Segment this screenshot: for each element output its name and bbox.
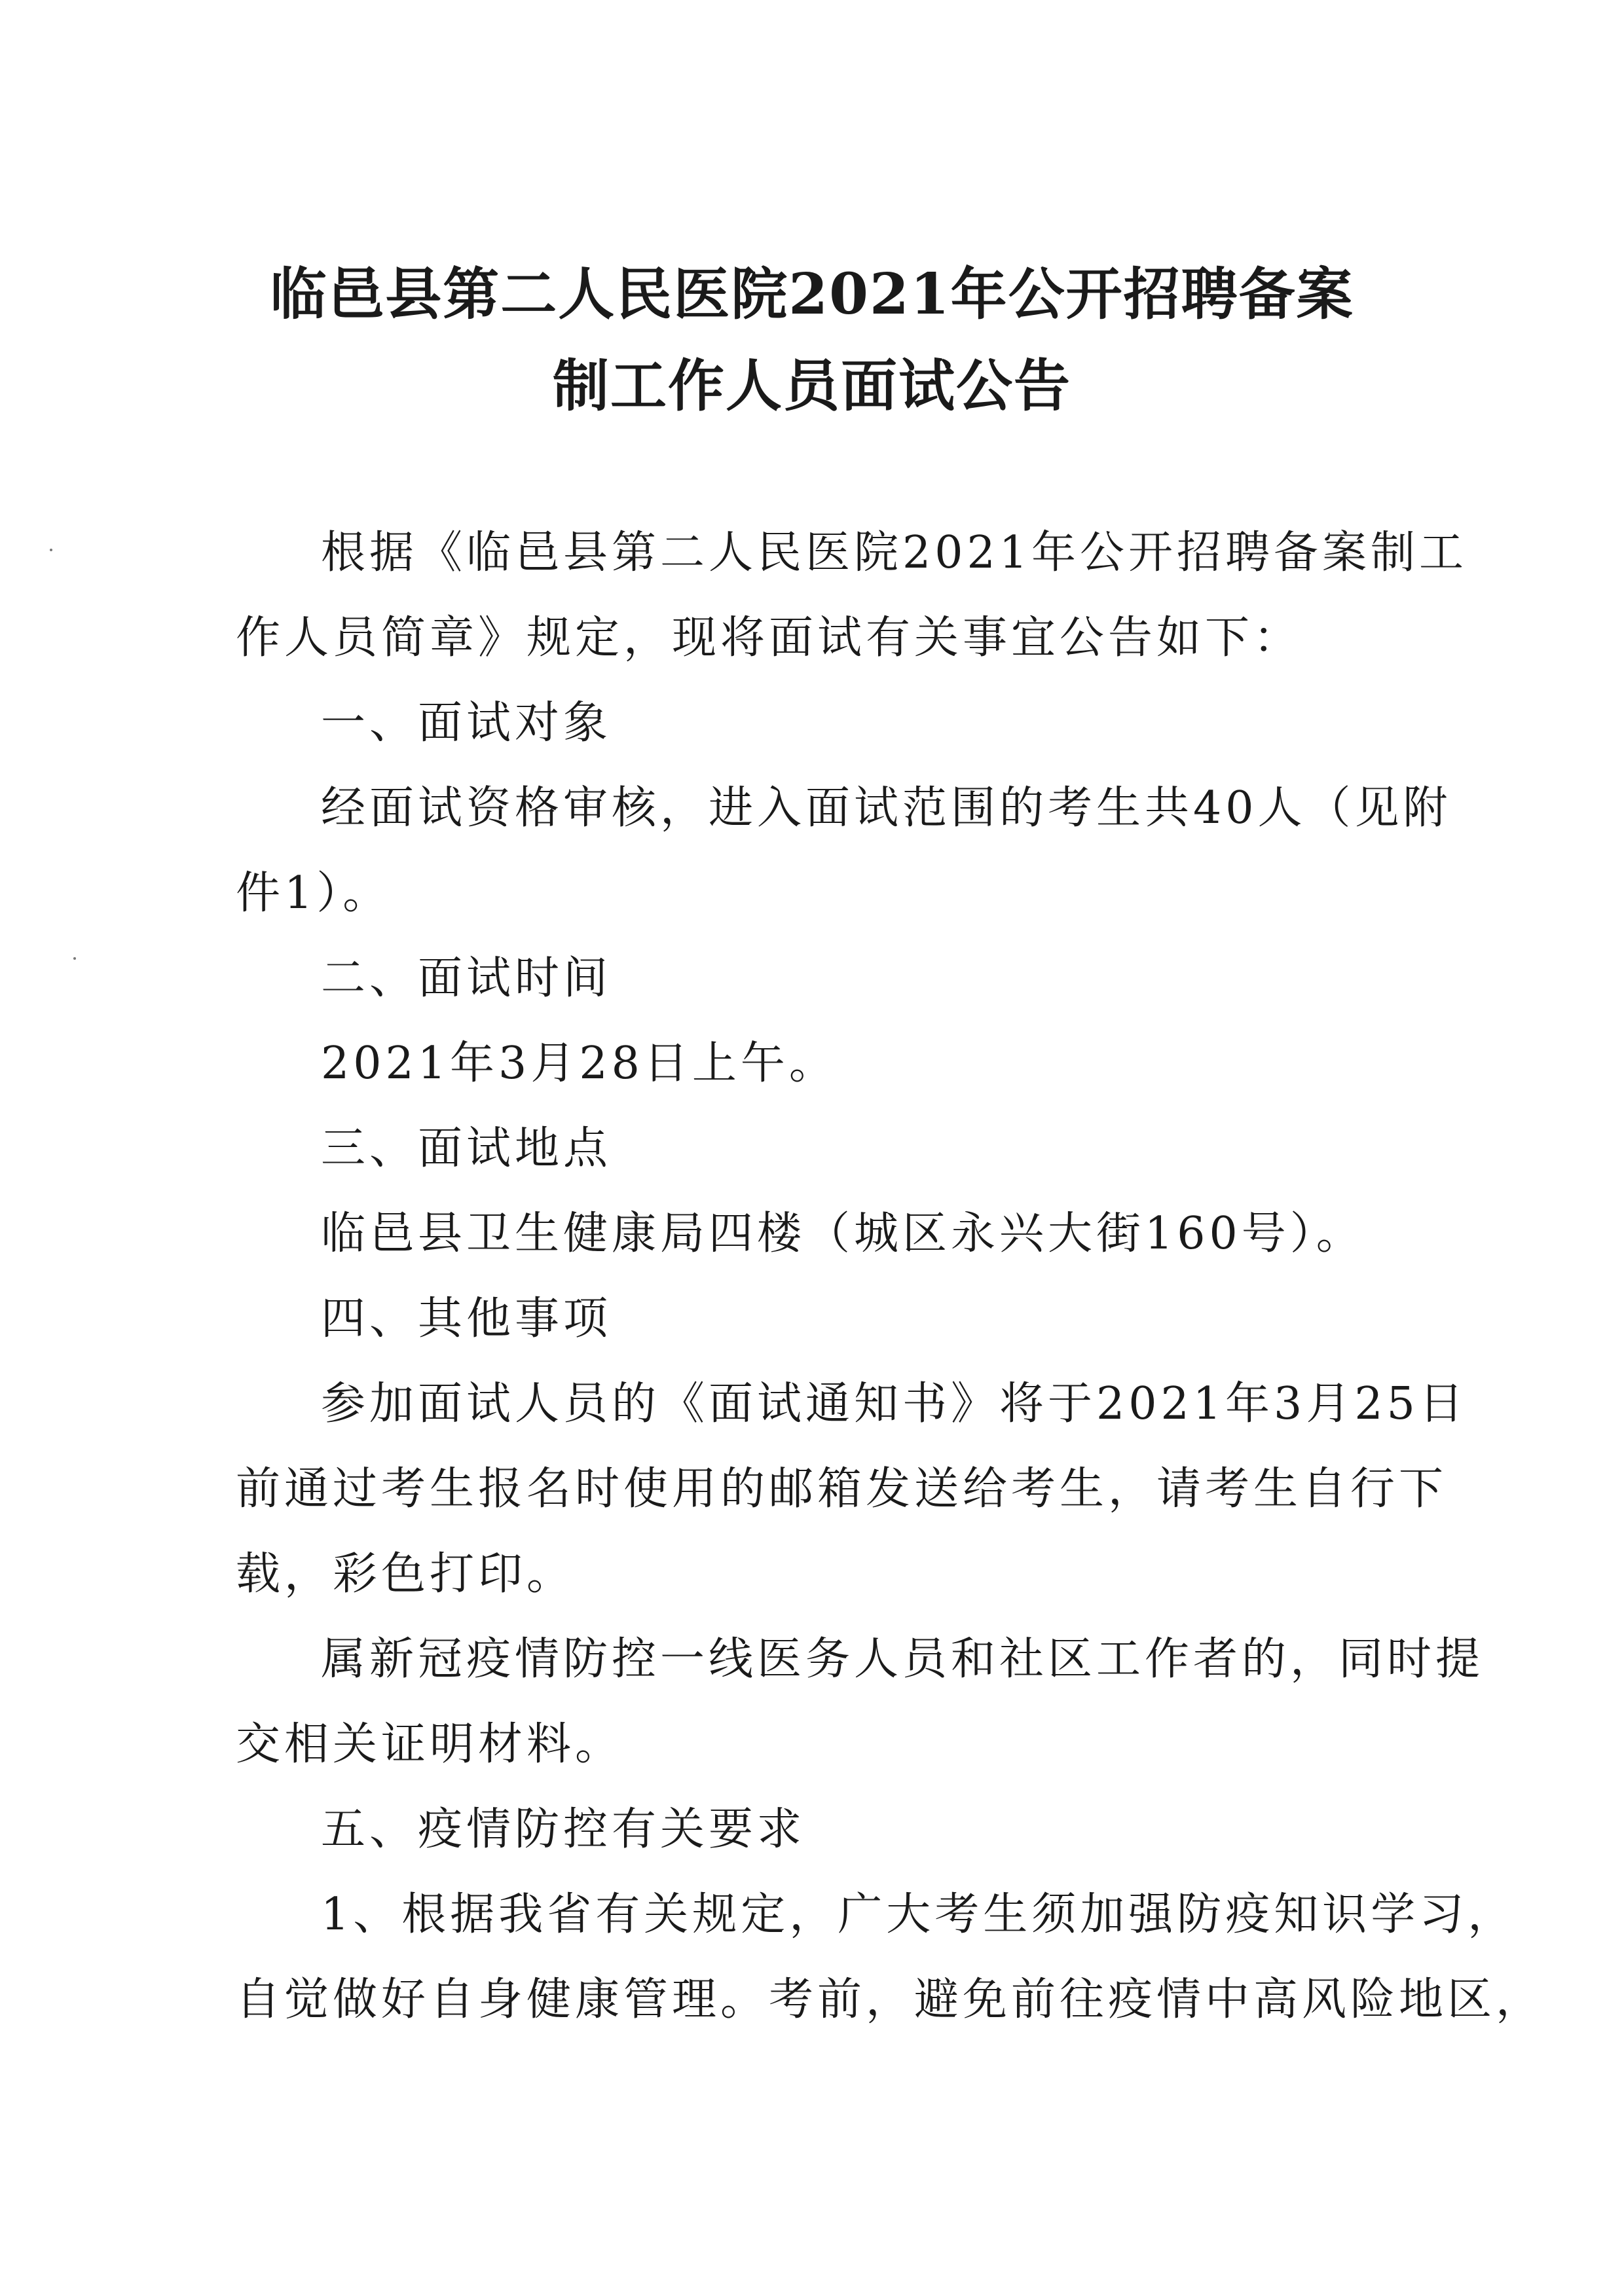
paragraph-line: 自觉做好自身健康管理。考前，避免前往疫情中高风险地区， — [236, 1974, 1545, 2026]
section-heading: 四、其他事项 — [321, 1293, 612, 1345]
paragraph-line: 2021年3月28日上午。 — [321, 1038, 838, 1089]
paragraph-line: 交相关证明材料。 — [236, 1719, 624, 1770]
paragraph-line: 1、根据我省有关规定，广大考生须加强防疫知识学习， — [321, 1889, 1517, 1941]
paragraph-line: 参加面试人员的《面试通知书》将于2021年3月25日 — [321, 1378, 1467, 1430]
paragraph-line: 载，彩色打印。 — [236, 1548, 576, 1600]
section-heading: 三、面试地点 — [321, 1123, 612, 1175]
paragraph-line: 属新冠疫情防控一线医务人员和社区工作者的，同时提 — [321, 1633, 1485, 1685]
paragraph-line: 临邑县卫生健康局四楼（城区永兴大街160号）。 — [321, 1208, 1365, 1260]
paragraph-line: 件1）。 — [236, 867, 392, 919]
paragraph-line: 前通过考生报名时使用的邮箱发送给考生，请考生自行下 — [236, 1463, 1448, 1515]
document-title-line-1: 临邑县第二人民医院2021年公开招聘备案 — [270, 261, 1354, 327]
paragraph-line: 作人员简章》规定，现将面试有关事宜公告如下： — [236, 612, 1302, 664]
section-heading: 一、面试对象 — [321, 697, 612, 749]
section-heading: 五、疫情防控有关要求 — [321, 1804, 806, 1855]
paragraph-line: 根据《临邑县第二人民医院2021年公开招聘备案制工 — [321, 527, 1468, 579]
scan-speck — [50, 549, 52, 551]
section-heading: 二、面试时间 — [321, 953, 612, 1004]
scan-speck — [73, 957, 76, 960]
paragraph-line: 经面试资格审核，进入面试范围的考生共40人（见附 — [321, 782, 1452, 834]
document-title-line-2: 制工作人员面试公告 — [553, 353, 1071, 419]
